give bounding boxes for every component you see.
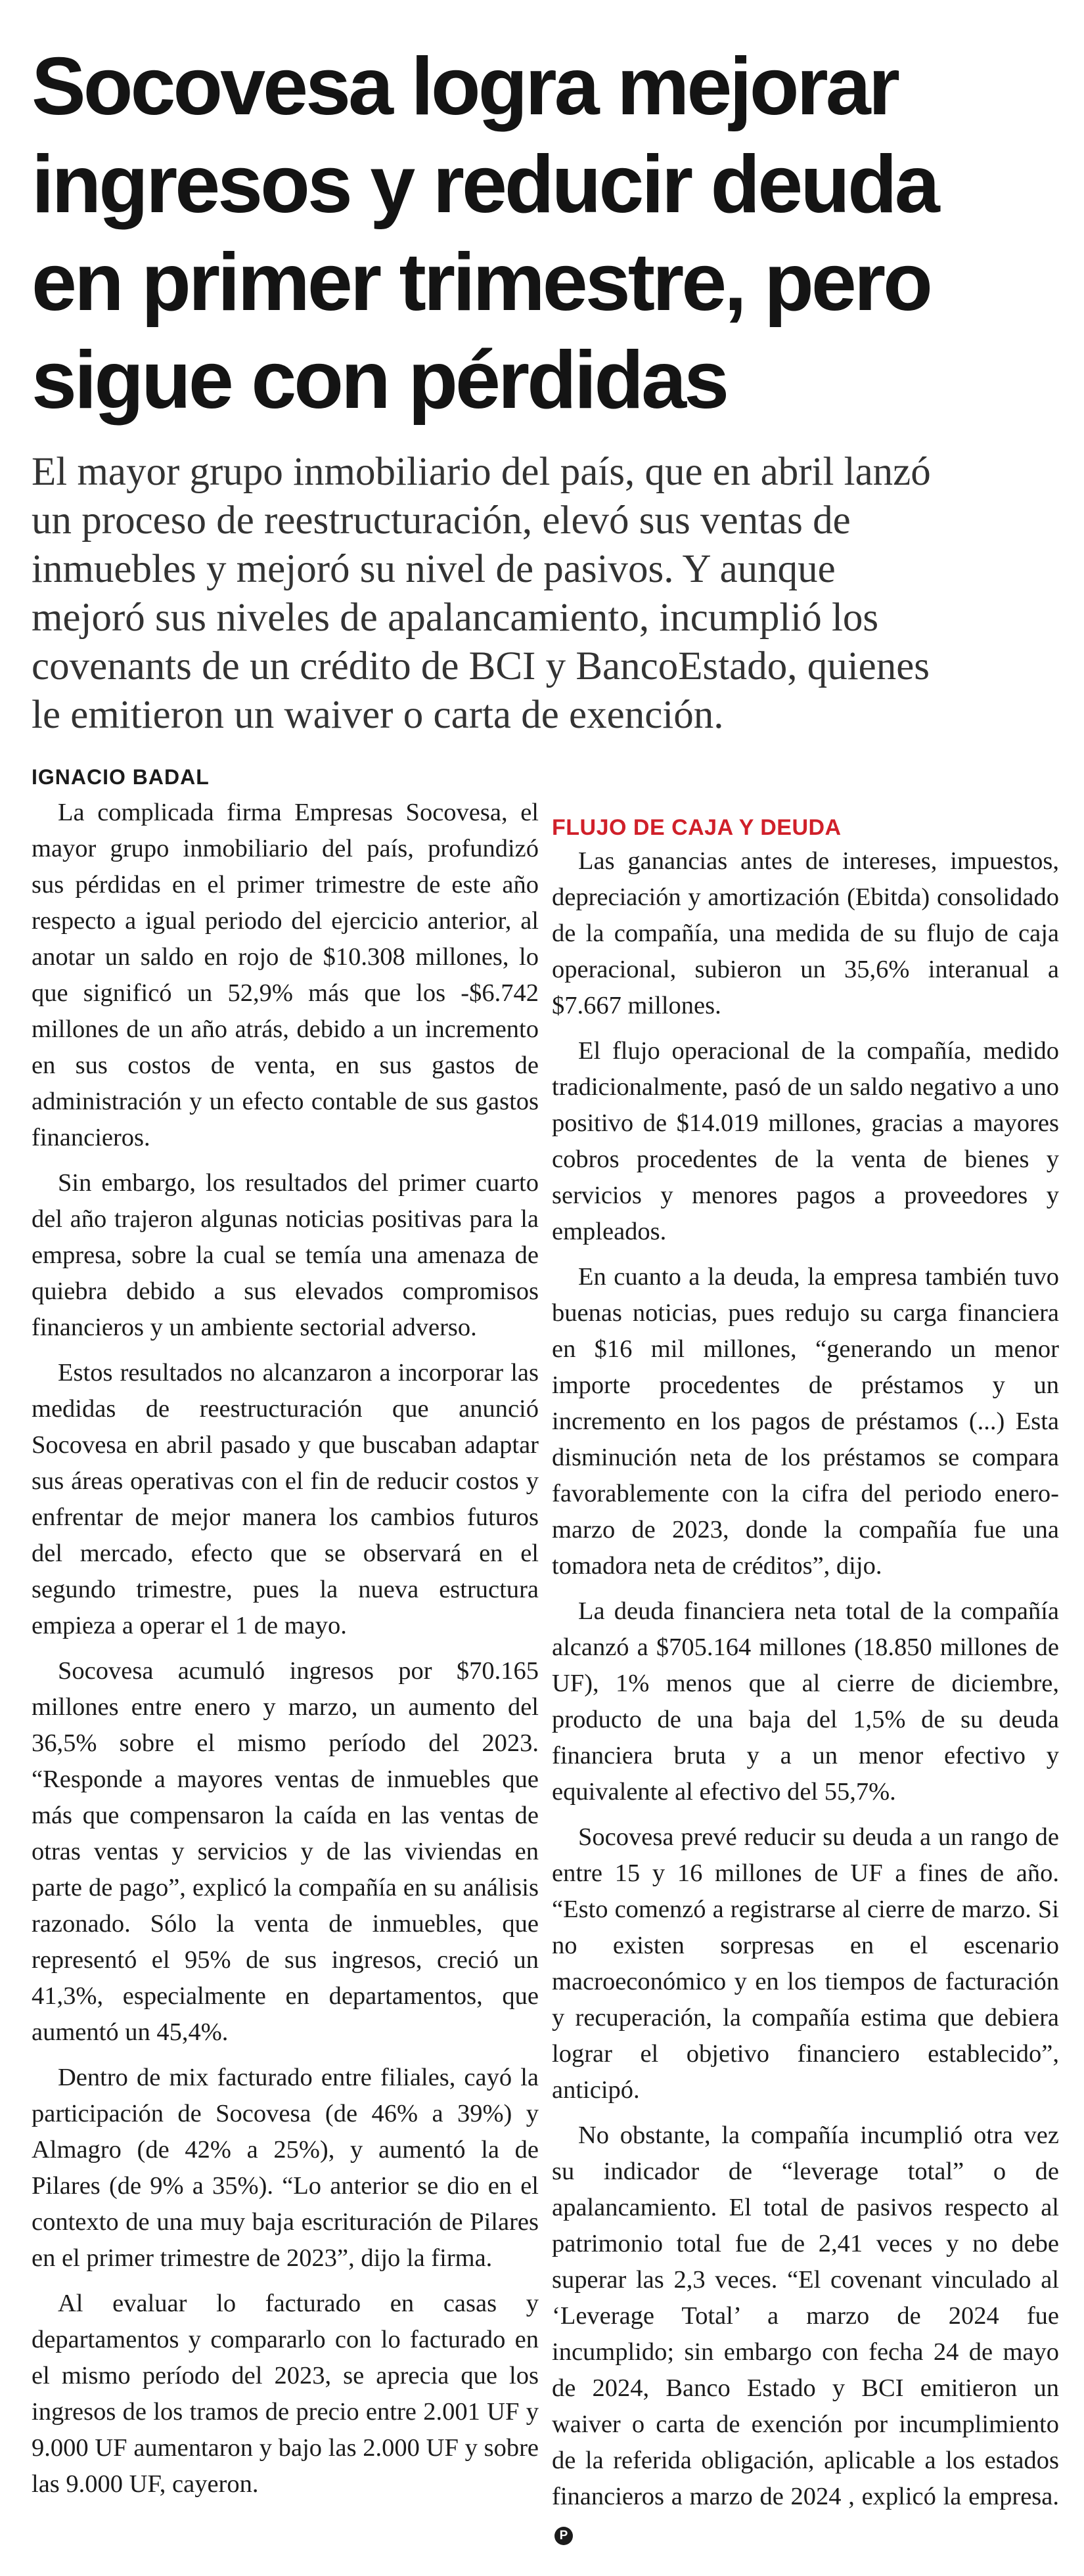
article-deck [32, 448, 1056, 740]
end-of-article-icon: P [554, 2527, 573, 2545]
headline-line: en primer trimestre, pero [32, 237, 930, 328]
left-column [32, 795, 539, 2512]
headline-line: ingresos y reducir deuda [32, 139, 937, 230]
section-subhead: FLUJO DE CAJA Y DEUDA [552, 815, 842, 840]
headline [32, 38, 1056, 430]
body-paragraph: El flujo operacional de la compañía, medido tradicionalmente, pasó de un saldo negativo a uno positivo de $14.019 millones, gracias a mayores cobros procedentes de la venta de bienes y servicios y menores pagos a proveedores y empleados. [552, 1037, 1059, 1245]
deck-line: El mayor grupo inmobiliario del país, que en abril lanzó [32, 450, 931, 494]
body-paragraph: Las ganancias antes de intereses, impuestos, depreciación y amortización (Ebitda) consolidado de la compañía, una medida de su flujo de caja operacional, subieron un 35,6% interanual a $7.667 millones. [552, 847, 1059, 1019]
deck-line: inmuebles y mejoró su nivel de pasivos. Y aunque [32, 547, 836, 591]
body-paragraph: Estos resultados no alcanzaron a incorporar las medidas de reestructuración que anunció Socovesa en abril pasado y que buscaban adaptar sus áreas operativas con el fin de reducir costos y enfrentar de mejor manera los cambios futuros del mercado, efecto que se observará en el segundo trimestre, pues la nueva estructura empieza a operar el 1 de mayo. [32, 1359, 539, 1639]
body-paragraph-last [552, 2118, 1059, 2551]
body-paragraph: La deuda financiera neta total de la compañía alcanzó a $705.164 millones (18.850 millones de UF), 1% menos que al cierre de diciembre, producto de una baja del 1,5% de su deuda financiera bruta y a un menor efectivo y equivalente al efectivo del 55,7%. [552, 1597, 1059, 1806]
deck-line: mejoró sus niveles de apalancamiento, incumplió los [32, 596, 879, 640]
body-paragraph: Socovesa acumuló ingresos por $70.165 millones entre enero y marzo, un aumento del 36,5% sobre el mismo período del 2023. “Responde a mayores ventas de inmuebles que más que compensaron la caída en las ventas de otras ventas y servicios y de las viviendas en parte de pago”, explicó la compañía en su análisis razonado. Sólo la venta de inmuebles, que representó el 95% de sus ingresos, creció un 41,3%, especialmente en departamentos, que aumentó un 45,4%. [32, 1657, 539, 2046]
last-paragraph-text: No obstante, la compañía incumplió otra vez su indicador de “leverage total” o de apalancamiento. El total de pasivos respecto al patrimonio total fue de 2,41 veces y no debe superar las 2,3 veces. “El covenant vinculado al ‘Leverage Total’ a marzo de 2024 fue incumplido; sin embargo con fecha 24 de mayo de 2024, Banco Estado y BCI emitieron un waiver o carta de exención por incumplimiento de la referida obligación, aplicable a los estados financieros a marzo de 2024 , explicó la empresa. [552, 2121, 1059, 2510]
body-paragraph: En cuanto a la deuda, la empresa también tuvo buenas noticias, pues redujo su carga financiera en $16 mil millones, “generando un menor importe procedentes de préstamos y un incremento en los pagos de préstamos (...) Esta disminución neta de los préstamos se compara favorablemente con la cifra del periodo enero-marzo de 2023, donde la compañía fue una tomadora neta de créditos”, dijo. [552, 1263, 1059, 1580]
body-paragraph: La complicada firma Empresas Socovesa, el mayor grupo inmobiliario del país, profundizó sus pérdidas en el primer trimestre de este año respecto a igual periodo del ejercicio anterior, al anotar un saldo en rojo de $10.308 millones, lo que significó un 52,9% más que los -$6.742 millones de un año atrás, debido a un incremento en sus costos de venta, en sus gastos de administración y un efecto contable de sus gastos financieros. [32, 799, 539, 1151]
deck-line: le emitieron un waiver o carta de exención. [32, 693, 724, 737]
headline-line: sigue con pérdidas [32, 335, 727, 426]
deck-line: covenants de un crédito de BCI y BancoEstado, quienes [32, 644, 930, 688]
headline-line: Socovesa logra mejorar [32, 41, 897, 132]
body-paragraph: Al evaluar lo facturado en casas y departamentos y compararlo con lo facturado en el mismo período del 2023, se aprecia que los ingresos de los tramos de precio entre 2.001 UF y 9.000 UF aumentaron y bajo las 2.000 UF y sobre las 9.000 UF, cayeron. [32, 2290, 539, 2498]
body-paragraph: Socovesa prevé reducir su deuda a un rango de entre 15 y 16 millones de UF a fines de año. “Esto comenzó a registrarse al cierre de marzo. Si no existen sorpresas en el escenario macroeconómico y en los tiempos de facturación y recuperación, la compañía estima que debiera lograr el objetivo financiero establecido”, anticipó. [552, 1823, 1059, 2104]
byline: IGNACIO BADAL [32, 765, 210, 789]
deck-line: un proceso de reestructuración, elevó sus ventas de [32, 499, 851, 543]
body-paragraph: Dentro de mix facturado entre filiales, cayó la participación de Socovesa (de 46% a 39%) y Almagro (de 42% a 25%), y aumentó la de Pilares (de 9% a 35%). “Lo anterior se dio en el contexto de una muy baja escrituración de Pilares en el primer trimestre de 2023”, dijo la firma. [32, 2064, 539, 2272]
body-paragraph: Sin embargo, los resultados del primer cuarto del año trajeron algunas noticias positivas para la empresa, sobre la cual se temía una amenaza de quiebra debido a sus elevados compromisos financieros y un ambiente sectorial adverso. [32, 1169, 539, 1341]
right-column [552, 813, 1059, 2560]
